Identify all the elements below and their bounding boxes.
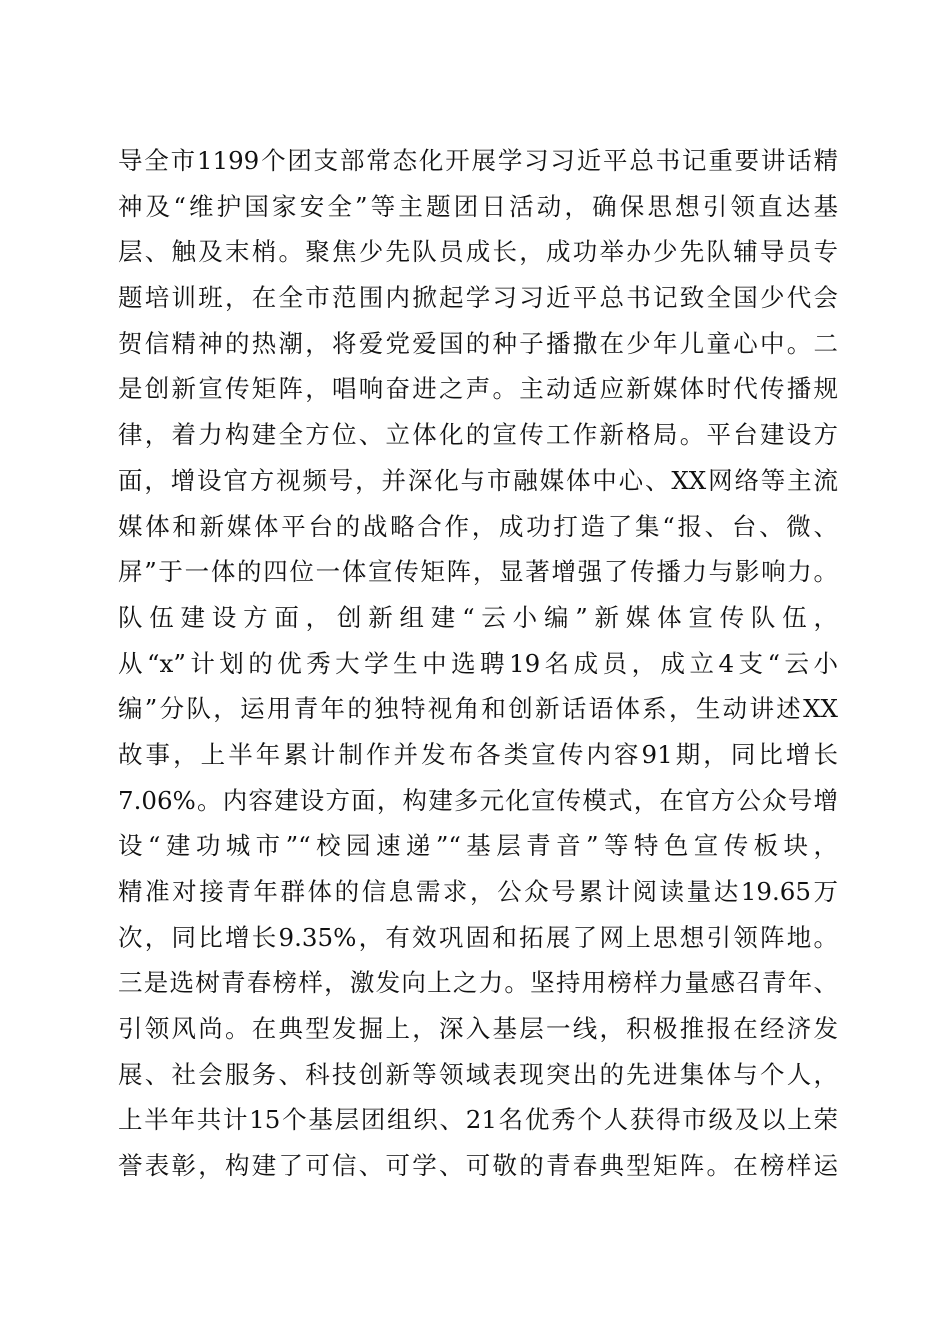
text-line-17: 精准对接青年群体的信息需求，公众号累计阅读量达19.65万	[118, 877, 838, 906]
text-line-1: 导全市1199个团支部常态化开展学习习近平总书记重要讲话精	[118, 146, 838, 175]
text-line-19: 三是选树青春榜样，激发向上之力。坚持用榜样力量感召青年、	[118, 968, 838, 998]
text-line-9: 媒体和新媒体平台的战略合作，成功打造了集“报、台、微、	[118, 511, 838, 541]
text-line-5: 贺信精神的热潮，将爱党爱国的种子播撒在少年儿童心中。二	[118, 328, 838, 358]
text-line-15: 7.06%。内容建设方面，构建多元化宣传模式，在官方公众号增	[118, 785, 838, 815]
text-line-23: 誉表彰，构建了可信、可学、可敬的青春典型矩阵。在榜样运	[118, 1151, 838, 1181]
text-line-22: 上半年共计15个基层团组织、21名优秀个人获得市级及以上荣	[118, 1105, 838, 1135]
text-line-3: 层、触及末梢。聚焦少先队员成长，成功举办少先队辅导员专	[118, 237, 838, 267]
text-line-6: 是创新宣传矩阵，唱响奋进之声。主动适应新媒体时代传播规	[118, 374, 838, 404]
body-text	[118, 138, 838, 1189]
text-line-20: 引领风尚。在典型发掘上，深入基层一线，积极推报在经济发	[118, 1014, 838, 1044]
text-line-13: 编”分队，运用青年的独特视角和创新话语体系，生动讲述XX	[118, 694, 838, 724]
text-line-12: 从“x”计划的优秀大学生中选聘19名成员，成立4支“云小	[118, 648, 838, 678]
text-line-8: 面，增设官方视频号，并深化与市融媒体中心、XX网络等主流	[118, 465, 838, 495]
text-line-21: 展、社会服务、科技创新等领域表现突出的先进集体与个人，	[118, 1059, 838, 1089]
text-line-11: 队伍建设方面，创新组建“云小编”新媒体宣传队伍，	[118, 602, 838, 632]
text-line-7: 律，着力构建全方位、立体化的宣传工作新格局。平台建设方	[118, 420, 838, 450]
text-line-16: 设“建功城市”“校园速递”“基层青音”等特色宣传板块，	[118, 831, 838, 861]
text-line-2: 神及“维护国家安全”等主题团日活动，确保思想引领直达基	[118, 191, 838, 221]
text-line-14: 故事，上半年累计制作并发布各类宣传内容91期，同比增长	[118, 739, 838, 769]
text-line-10: 屏”于一体的四位一体宣传矩阵，显著增强了传播力与影响力。	[118, 557, 838, 587]
text-line-4: 题培训班，在全市范围内掀起学习习近平总书记致全国少代会	[118, 283, 838, 313]
text-line-18: 次，同比增长9.35%，有效巩固和拓展了网上思想引领阵地。	[118, 922, 838, 952]
